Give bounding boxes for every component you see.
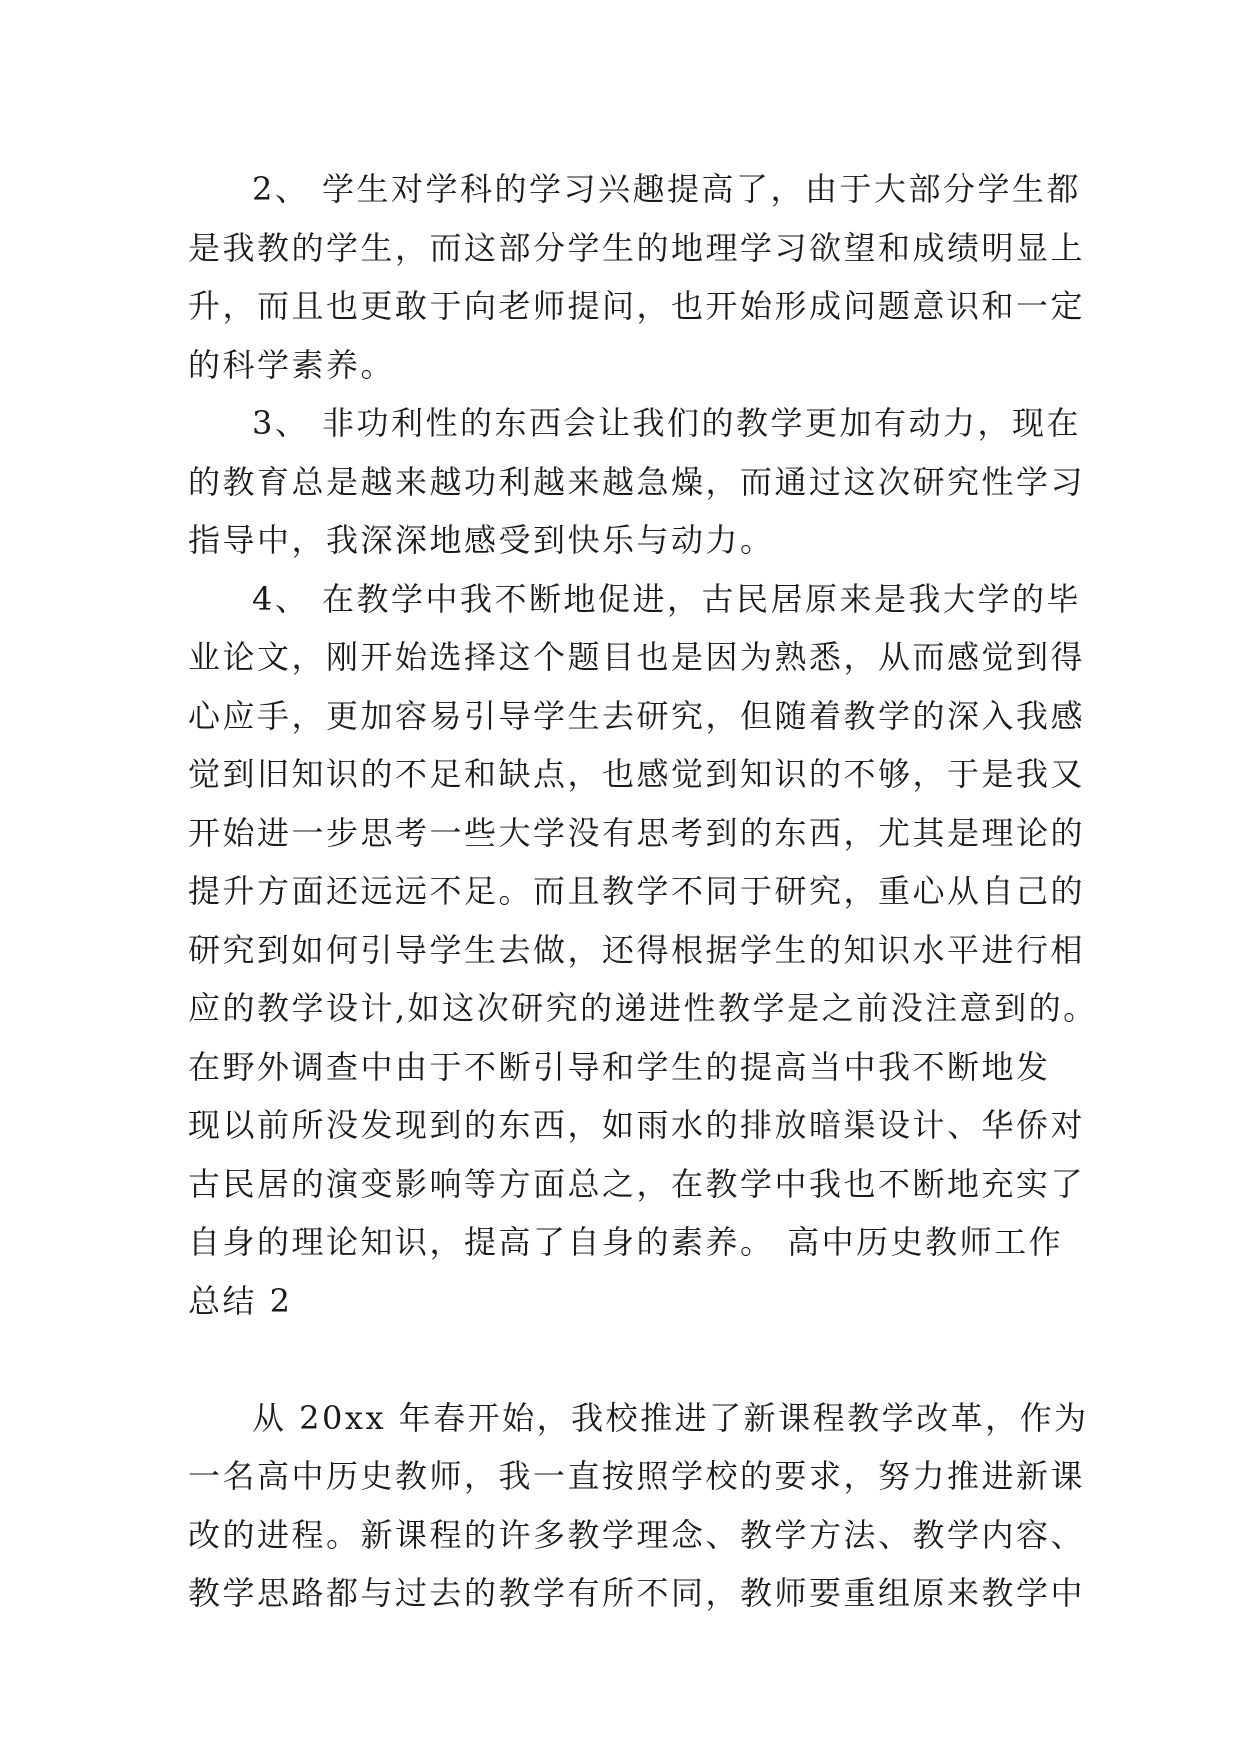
text-line: 3、 非功利性的东西会让我们的教学更加有动力，现在 <box>252 404 1082 442</box>
text-line: 现以前所没发现到的东西，如雨水的排放暗渠设计、华侨对 <box>188 1106 1086 1144</box>
text-line: 指导中，我深深地感受到快乐与动力。 <box>188 521 775 559</box>
text-line: 一名高中历史教师，我一直按照学校的要求，努力推进新课 <box>188 1457 1086 1495</box>
text-line: 在野外调查中由于不断引导和学生的提高当中我不断地发 <box>188 1047 1051 1086</box>
paragraph-4 <box>188 570 1098 1389</box>
paragraph-3 <box>188 394 1086 570</box>
text-line: 升，而且也更敢于向老师提问，也开始形成问题意识和一定 <box>188 287 1086 325</box>
paragraph-summary-2 <box>188 1389 1089 1623</box>
text-line: 古民居的演变影响等方面总之，在教学中我也不断地充实了 <box>188 1164 1086 1203</box>
text-line: 改的进程。新课程的许多教学理念、教学方法、教学内容、 <box>188 1515 1086 1554</box>
text-line: 的科学素养。 <box>188 345 396 384</box>
text-line: 总结 2 <box>188 1281 293 1320</box>
text-line: 4、 在教学中我不断地促进，古民居原来是我大学的毕 <box>252 579 1082 618</box>
text-line: 是我教的学生，而这部分学生的地理学习欲望和成绩明显上 <box>188 228 1086 267</box>
text-line: 应的教学设计,如这次研究的递进性教学是之前没注意到的。 <box>188 989 1098 1027</box>
text-line: 教学思路都与过去的教学有所不同，教师要重组原来教学中 <box>188 1574 1086 1612</box>
text-line <box>188 1330 1058 1389</box>
text-line: 研究到如何引导学生去做，还得根据学生的知识水平进行相 <box>188 930 1086 969</box>
text-line: 提升方面还远远不足。而且教学不同于研究，重心从自己的 <box>188 872 1086 910</box>
text-line: 业论文，刚开始选择这个题目也是因为熟悉，从而感觉到得 <box>188 638 1086 676</box>
document-body <box>188 160 1098 1623</box>
paragraph-2 <box>188 160 1086 394</box>
text-line: 心应手，更加容易引导学生去研究，但随着教学的深入我感 <box>188 696 1086 735</box>
text-line: 的教育总是越来越功利越来越急燥，而通过这次研究性学习 <box>188 462 1086 501</box>
text-line: 觉到旧知识的不足和缺点，也感觉到知识的不够，于是我又 <box>188 755 1086 793</box>
text-line: 自身的理论知识，提高了自身的素养。 高中历史教师工作 <box>188 1223 1064 1261</box>
text-line: 从 20xx 年春开始，我校推进了新课程教学改革，作为 <box>252 1398 1089 1437</box>
text-line: 开始进一步思考一些大学没有思考到的东西，尤其是理论的 <box>188 813 1086 852</box>
text-line: 2、 学生对学科的学习兴趣提高了，由于大部分学生都 <box>252 170 1082 208</box>
